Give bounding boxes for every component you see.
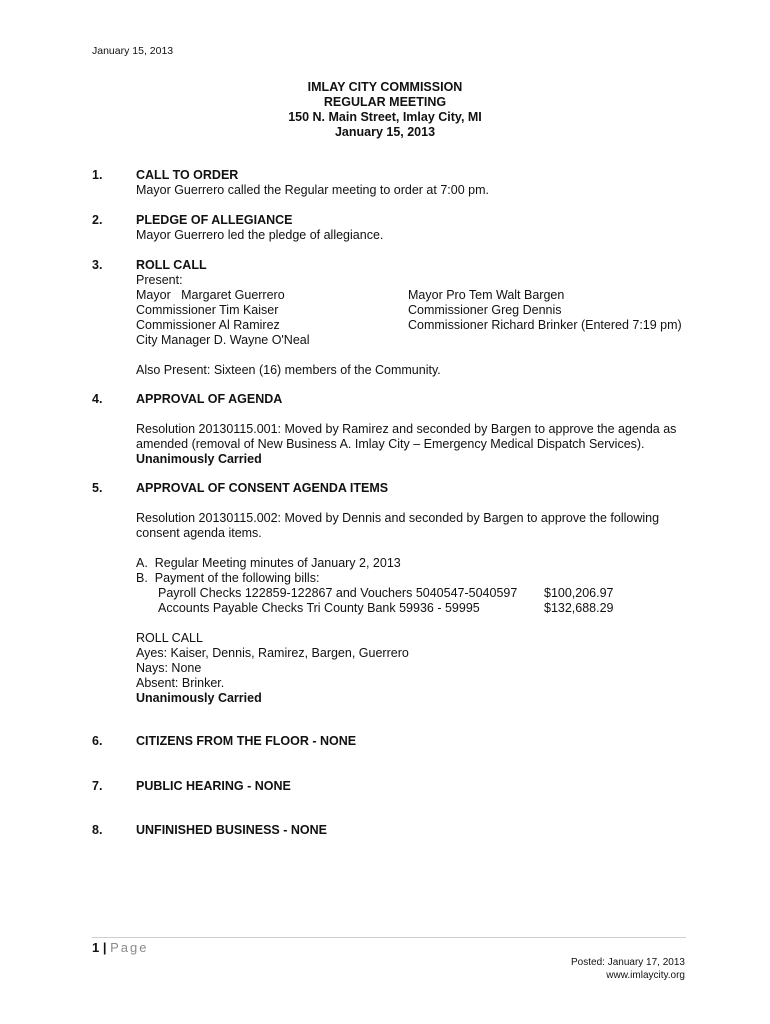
- section-title: APPROVAL OF CONSENT AGENDA ITEMS: [136, 481, 389, 495]
- resolution-text: Resolution 20130115.001: Moved by Ramirez and seconded by Bargen to approve the agenda as: [136, 422, 677, 436]
- page-number: [92, 940, 149, 955]
- attendee: Mayor Margaret Guerrero: [136, 288, 285, 302]
- attendee: Mayor Pro Tem Walt Bargen: [408, 288, 565, 302]
- roll-call-label: ROLL CALL: [136, 631, 203, 645]
- section-number: 7.: [92, 779, 103, 793]
- footer-posted: [571, 956, 685, 982]
- header-date: January 15, 2013: [334, 125, 436, 139]
- section-number: 3.: [92, 258, 103, 272]
- resolution-text: consent agenda items.: [136, 526, 262, 540]
- bill-label: Payroll Checks 122859-122867 and Vouchers 5040547-5040597: [158, 586, 518, 600]
- section-title: PUBLIC HEARING - NONE: [136, 779, 291, 793]
- header-address: 150 N. Main Street, Imlay City, MI: [288, 110, 482, 124]
- attendee: Commissioner Al Ramirez: [136, 318, 280, 332]
- page-number-value: 1: [92, 940, 100, 955]
- document-header: [0, 80, 770, 140]
- header-subtitle: REGULAR MEETING: [323, 95, 447, 109]
- page-word: Page: [110, 940, 149, 955]
- vote-ayes: Ayes: Kaiser, Dennis, Ramirez, Bargen, Guerrero: [136, 646, 409, 660]
- section-number: 8.: [92, 823, 103, 837]
- section-number: 4.: [92, 392, 103, 406]
- section-text: Mayor Guerrero called the Regular meeting to order at 7:00 pm.: [136, 183, 489, 197]
- section-title: UNFINISHED BUSINESS - NONE: [136, 823, 327, 837]
- carried-status: Unanimously Carried: [136, 691, 262, 705]
- attendee: City Manager D. Wayne O'Neal: [136, 333, 310, 347]
- resolution-text: amended (removal of New Business A. Imlay City – Emergency Medical Dispatch Services).: [136, 437, 645, 451]
- section-number: 6.: [92, 734, 103, 748]
- consent-item-a: A. Regular Meeting minutes of January 2, 2013: [136, 556, 401, 570]
- attendee: Commissioner Richard Brinker (Entered 7:19 pm): [408, 318, 682, 332]
- attendee: Commissioner Greg Dennis: [408, 303, 562, 317]
- attendee: Commissioner Tim Kaiser: [136, 303, 279, 317]
- vote-nays: Nays: None: [136, 661, 202, 675]
- posted-date: Posted: January 17, 2013: [571, 957, 685, 968]
- consent-item-b: B. Payment of the following bills:: [136, 571, 320, 585]
- section-title: CALL TO ORDER: [136, 168, 239, 182]
- section-number: 5.: [92, 481, 103, 495]
- section-number: 2.: [92, 213, 103, 227]
- vote-absent: Absent: Brinker.: [136, 676, 225, 690]
- footer-divider: [92, 937, 686, 938]
- bill-label: Accounts Payable Checks Tri County Bank 59936 - 59995: [158, 601, 480, 615]
- section-title: CITIZENS FROM THE FLOOR - NONE: [136, 734, 357, 748]
- header-title: IMLAY CITY COMMISSION: [307, 80, 463, 94]
- section-number: 1.: [92, 168, 103, 182]
- section-text: Mayor Guerrero led the pledge of allegiance.: [136, 228, 384, 242]
- section-title: ROLL CALL: [136, 258, 207, 272]
- section-title: APPROVAL OF AGENDA: [136, 392, 283, 406]
- carried-status: Unanimously Carried: [136, 452, 262, 466]
- website-link[interactable]: www.imlaycity.org: [606, 970, 685, 981]
- also-present: Also Present: Sixteen (16) members of the Community.: [136, 363, 441, 377]
- page-separator: |: [102, 940, 107, 955]
- bill-amount: $132,688.29: [544, 601, 614, 615]
- resolution-text: Resolution 20130115.002: Moved by Dennis and seconded by Bargen to approve the following: [136, 511, 660, 525]
- present-label: Present:: [136, 273, 183, 287]
- top-date: January 15, 2013: [92, 45, 174, 57]
- section-title: PLEDGE OF ALLEGIANCE: [136, 213, 293, 227]
- bill-amount: $100,206.97: [544, 586, 614, 600]
